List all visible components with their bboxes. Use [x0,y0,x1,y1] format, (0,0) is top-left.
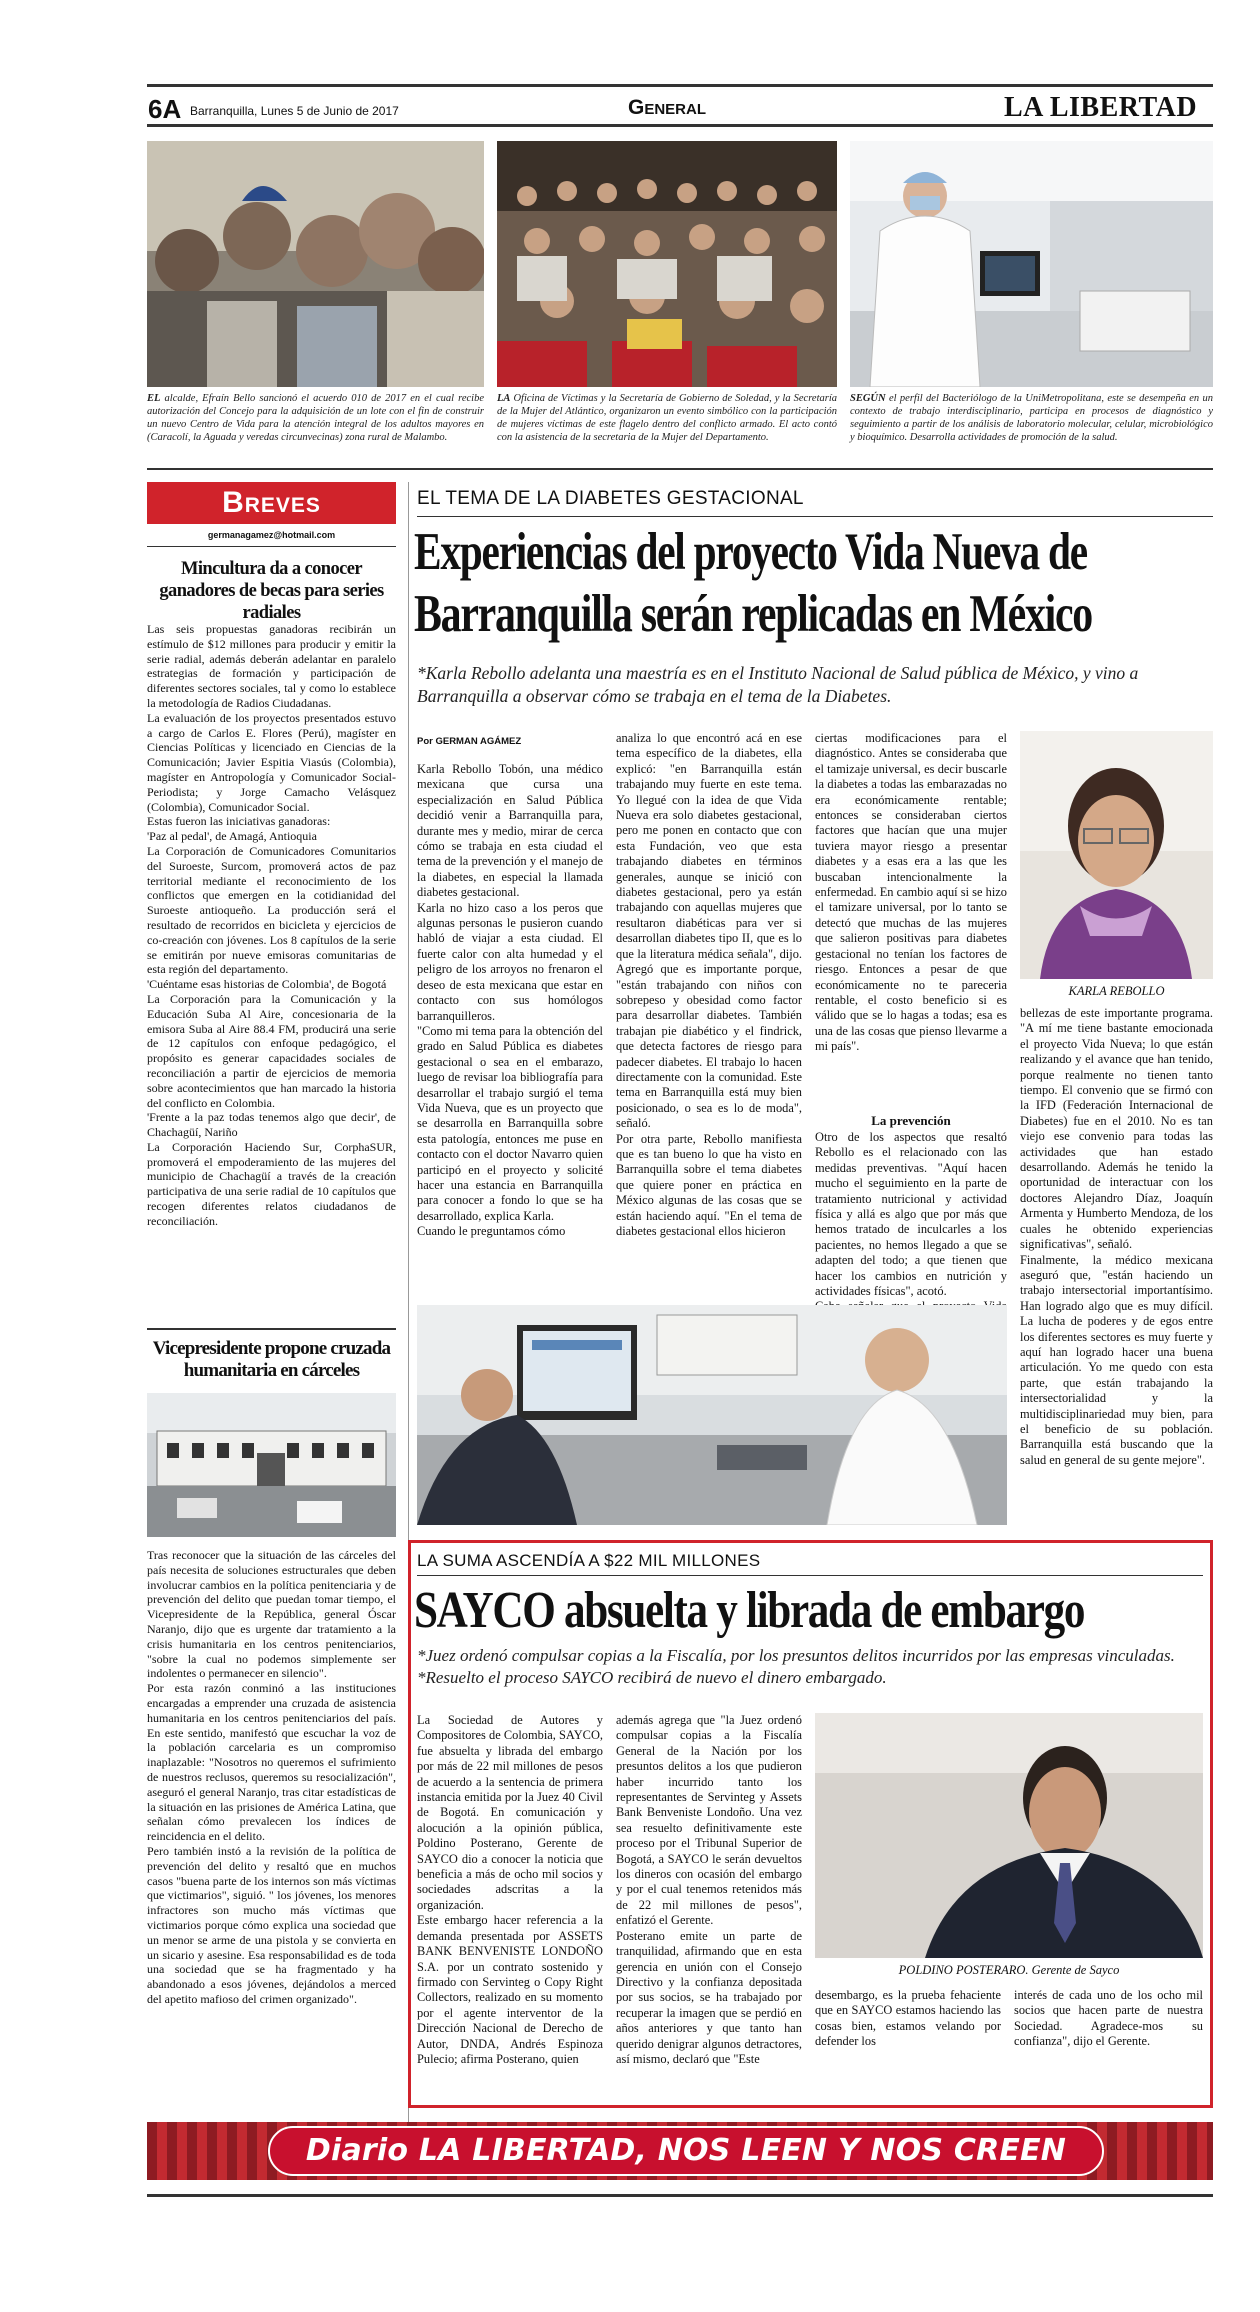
photo-poldino-posteraro [815,1713,1203,1958]
footer-banner-text: Diario LA LIBERTAD, NOS LEEN Y NOS CREEN [305,2133,1067,2168]
breves-banner [147,482,396,524]
breves-divider [147,1328,396,1330]
article2-col3: desembargo, es la prueba fehaciente que en SAYCO estamos haciendo las cosas bien, estamos velando por defender los [815,1988,1001,2049]
masthead: LA LIBERTAD [1004,92,1198,123]
photo-elderly-people [147,141,484,387]
article1-headline-line1: Experiencias del proyecto Vida Nueva de [414,523,1087,581]
issue-date: Barranquilla, Lunes 5 de Junio de 2017 [190,104,399,118]
breves-item2-body: Tras reconocer que la situación de las cárceles del país necesita de soluciones estructurales que deben involucrar cambios en la política penitenciaria y de prevención del delito que puedan tomar tiempo, el Vicepresidente de la República, general Óscar Naranjo, dijo que es urgente dar tratamiento a la crisis humanitaria en los centros penitenciarios, "sobre la cual no podemos simplemente ser indolentes o permanecer en silencio". Por esta razón conminó a las instituciones encargadas a emprender una cruzada de asistencia humanitaria en los centros penitenciarios del país. En este sentido, manifestó que escuchar la voz de la población carcelaria es un compromiso inaplazable: "Nosotros no queremos el sufrimiento de nuestros reclusos, queremos su resocialización", aseguró el general Naranjo, tras citar estadísticas de la situación en las prisiones de América Latina, que señalan cómo prevalecen los índices de reincidencia en el delito. Pero también instó a la revisión de la política de prevención del delito y resaltó que en muchos casos "buena parte de los internos son más víctimas que victimarios", siguió. " los jóvenes, los menores infractores son mucho más víctimas que victimarios porque cómo explica una sociedad que un menor se arme de una pistola y se convierta en un sicario y asesine. Esa responsabilidad es de toda una sociedad que se ha fragmentado y ha abandonado a esos jóvenes, dejándolos a merced del apetito mafioso del crimen organizado". [147,1548,396,2006]
breves-email-rule [147,546,396,547]
article1-kicker: EL TEMA DE LA DIABETES GESTACIONAL [417,488,804,509]
article1-byline: Por GERMAN AGÁMEZ [417,736,522,747]
karla-portrait-caption: KARLA REBOLLO [1068,984,1165,998]
section-name: General [628,96,707,119]
article2-headline: SAYCO absuelta y librada de embargo [414,1582,1085,1639]
article1-headline-line2: Barranquilla serán replicadas en México [414,585,1092,643]
breves-item1-body: Las seis propuestas ganadoras recibirán un estímulo de $12 millones para producir y emitir la serie radial, además deberán adelantar en paralelo estrategias de formación y participación de diferentes sectores sociales, tal y como lo establece la metodología de Radios Ciudadanas. La evaluación de los proyectos presentados estuvo a cargo de Carlos E. Flores (Perú), magíster en Ciencias Políticas y licenciado en Ciencias de la Comunicación; Javier Espitia Viasús (Colombia), magíster en Antropología y Comunicador Social-Periodista; y Jorge Camacho Velásquez (Colombia), Comunicador Social. Estas fueron las iniciativas ganadoras: 'Paz al pedal', de Amagá, Antioquia La Corporación de Comunicadores Comunitarios del Suroeste, Surcom, promoverá actos de paz territorial mediante el reconocimiento de los conflictos que emergen en la cotidianidad del Suroeste antioqueño. La producción será el resultado de recorridos en bicicleta y ejercicios de co-creación con jóvenes. Los 8 capítulos de la serie se emitirán por nueve emisoras comunitarias de esta región del departamento. 'Cuéntame esas historias de Colombia', de Bogotá La Corporación para la Comunicación y la Educación Suba Al Aire, concesionaria de la emisora Suba al Aire 88.4 FM, producirá una serie de 12 capítulos con enfoque pedagógico, el propósito es generar capacidades sociales de reconciliación a partir de ejercicios de memoria sobre acontecimientos que han marcado la historia del conflicto en Colombia. 'Frente a la paz todas tenemos algo que decir', de Chachagüí, Nariño La Corporación Haciendo Sur, CorphaSUR, promoverá el empoderamiento de las mujeres del municipio de Chachagüí a través de la creación participativa de una serie radial de 10 capítulos que recogen diferentes relatos ciudadanos de reconciliación. [147,622,396,1228]
article1-col3b: Otro de los aspectos que resaltó Rebollo es el relacionado con las medidas preventivas. "Aquí hacen mucho el seguimiento en la parte de tratamiento nutricional y actividad física y allá es algo que por más que hemos tratado de inculcarles a los pacientes, no hemos llegado a que se adapten del todo; a que tienen que hacer los cambios en nutrición y actividades físicas", acotó. [815,1130,1007,1299]
article1-col3a: ciertas modificaciones para el diagnóstico. Antes se consideraba que el tamizaje universal, es decir buscarle la diabetes a todas las embarazadas no era económicamente rentable; entonces se consideraban ciertos factores que hacían que una mujer tuviera mayor riesgo a presentar diabetes y a esas era a las que les buscaban intencionalmente la enfermedad. En cambio aquí si se hizo el tamizare universal, por lo tanto se detectó que muchas de las mujeres que salieron positivas para diabetes gestacional no tenían los factores de riesgo. Entonces a pesar de que económicamente no te pareceria rentable, el costo beneficio si es válido que se lo hagas a todas; esa es una de las cosas que pienso llevarme a mi país". [815,731,1007,1054]
footer-bottom-rule [147,2194,1213,2197]
article1-subhead: La prevención [871,1113,951,1128]
article1-col1: Karla Rebollo Tobón, una médico mexicana que cursa una especialización en Salud Pública decidió venir a Barranquilla para, durante mes y medio, mirar de cerca cómo se trabaja en esta ciudad el tema de la prevención y el manejo de la diabetes, en especial la llamada diabetes gestacional. Karla no hizo caso a los peros que algunas personas le pusieron cuando habló de viajar a esta ciudad. El fuerte calor con alta humedad y el peligro de los arroyos no frenaron el deseo de esta mexicana que estar en contacto con sus homólogos barranquilleros. "Como mi tema para la obtención del grado en Salud Pública es diabetes gestacional o sea en el embarazo, luego de revisar loa bibliografía para desarrollar el trabajo surgió el tema Vida Nueva, que es un proyecto que se desarrolla en Barranquilla sobre esta patología, entonces me puse en contacto con el doctor Navarro quien participó en el proyecto y solicité hacer una estancia en Barranquilla para conocer a fondo lo que se ha desarrollado, explica Karla. Cuando le preguntamos cómo [417,762,603,1239]
breves-item2-title: Vicepresidente propone cruzada humanitaria en cárceles [152,1338,391,1381]
page-number: 6A [148,94,182,124]
photo-prison-building [147,1393,396,1537]
poldino-portrait-caption: POLDINO POSTERARO. Gerente de Sayco [898,1963,1120,1977]
article2-deck: *Juez ordenó compulsar copias a la Fiscalía, por los presuntos delitos incurridos por las empresas vinculadas. *Resuelto el proceso SAYCO recibirá de nuevo el dinero embargado. [417,1646,1175,1687]
photo-lab-bacteriologist [850,141,1213,387]
article2-kicker: LA SUMA ASCENDÍA A $22 MIL MILLONES [417,1551,761,1570]
breves-email[interactable]: germanagamez@hotmail.com [207,530,336,540]
header-bottom-rule [147,124,1213,127]
article1-col2: analiza lo que encontró acá en ese tema específico de la diabetes, ella explicó: "en Barranquilla están trabajando muy fuerte en este tema. Yo llegué con la idea de que Vida Nueva era solo diabetes gestacional, pero me ponen en contacto que con esta Fundación, veo que esta trabajando diabetes en términos generales, aunque se inició con diabetes gestacional, pero ya están trabajando con aquellas mujeres que resultaron diabéticas para ver si desarrollan diabetes tipo II, que es lo que la literatura médica señala", dijo. Agregó que es importante porque, "están trabajando con niños con sobrepeso y obesidad como factor para desarrollar diabetes. También trabajan pie diabético y el findrick, que detecta factores de riesgo para padecer diabetes. El trabajo lo hacen directamente con la comunidad. Este tema en Barranquilla está muy bien posicionado, o sea es lo de moda", señaló. Por otra parte, Rebollo manifiesta que es tan bueno lo que ha visto en Barranquilla sobre el tema diabetes que quiere poner en práctica en México algunas de las cosas que se están haciendo aquí. "En el tema de diabetes gestacional ellos hicieron [616,731,802,1238]
article1-kicker-rule [417,516,1213,517]
photos-bottom-rule [147,468,1213,470]
article1-deck: *Karla Rebollo adelanta una maestría es en el Instituto Nacional de Salud pública de México, y vino a Barranquilla a observar cómo se trabaja en el tema de la Diabetes. [417,663,1139,706]
caption-photo-3: SEGÚN el perfil del Bacteriólogo de la UniMetropolitana, este se desempeña en un contexto de trabajo interdisciplinario, participa en procesos de diagnóstico y seguimiento a partir de los análisis de laboratorio molecular, celular, microbiológico y bioquímico. Desarrolla actividades de promoción de la salud. [850,393,1213,443]
article1-col4: bellezas de este importante programa. "A mí me tiene bastante emocionada el proyecto Vida Nueva; lo que están realizando y el avance que han tenido, porque realmente no tienen tanto tiempo. El convenio que se firmó con la IFD (Federación Internacional de Diabetes) fue en el 2010. No es tan viejo ese convenio para todas las actividades que han estado desarrollando. Además he tenido la oportunidad de interactuar con los doctores Alejandro Díaz, Joaquín Armenta y Humberto Mendoza, de los cuales he obtenido experiencias significativas", señaló. Finalmente, la médico mexicana aseguró que, "están haciendo un trabajo intersectorial importantísimo. Han logrado algo que es muy difícil. La lucha de poderes y de egos entre los diferentes sectores es muy fuerte y aquí han logrado hacer una buena articulación. Yo me quedo con esta parte, que están trabajando la intersectorialidad y la multidisciplinariedad muy bien, para el beneficio de su población. Barranquilla está buscando que la salud en general de su gente mejore". [1020,1006,1213,1467]
photo-medical-consultation [417,1305,1007,1525]
header-top-rule [147,84,1213,87]
article2-col4: interés de cada uno de los ocho mil socios que hacen parte de nuestra Sociedad. Agradece-mos su confianza", dijo el Gerente. [1014,1988,1203,2049]
footer-banner [268,2126,1104,2176]
article2-col1: La Sociedad de Autores y Compositores de Colombia, SAYCO, fue absuelta y librada del embargo por más de 22 mil millones de pesos de acuerdo a la sentencia de primera instancia emitida por la Juez 40 Civil de Bogotá. En comunicación y alocución a la opinión pública, Poldino Posterano, Gerente de SAYCO dio a conocer la noticia que beneficia a más de ocho mil socios y sociedades adscritas a la organización. Este embargo hacer referencia a la demanda presentada por ASSETS BANK BENVENISTE LONDOÑO S.A. por un contrato sostenido y firmado con Servinteg o Copy Right Collectors, realizado en su momento por el agente interventor de la Dirección Nacional de Derecho de Autor, DNDA, Andrés Espinoza Pulecio; afirma Posterano, quien [417,1713,603,2066]
article2-col2: además agrega que "la Juez ordenó compulsar copias a la Fiscalía General de la Nación por los presuntos delitos a los que pudieron haber incurrido tanto los representantes de Servinteg y Assets Bank Benveniste Londoño. Una vez sea resuelto definitivamente este proceso por el Tribunal Superior de Bogotá, a SAYCO le serán devueltos los dineros con ocasión del embargo y por el cual tenemos retenidos más de 22 mil millones de pesos", enfatizó el Gerente. Posterano emite un parte de tranquilidad, afirmando que en esta gerencia en unión con el Consejo Directivo y la confianza depositada por sus socios, se ha trabajado por recuperar la imagen que se perdió en años anteriores y que tanto han querido denigrar algunos detractores, así mismo, declaró que "Este [616,1713,802,2066]
photo-women-event [497,141,837,387]
article2-kicker-rule [417,1575,1203,1576]
photo-karla-rebollo [1020,731,1213,979]
breves-item1-title: Mincultura da a conocer ganadores de becas para series radiales [159,559,384,623]
caption-photo-1: EL alcalde, Efraín Bello sancionó el acuerdo 010 de 2017 en el cual recibe autorización del Concejo para la adquisición de un lote con el fin de construir un nuevo Centro de Vida para la atención integral de los adultos mayores en (Caracolí, la Aguada y veredas circunvecinas) zona rural de Malambo. [147,393,484,443]
breves-title: Breves [222,486,321,519]
caption-photo-2: LA Oficina de Víctimas y la Secretaría de Gobierno de Soledad, y la Secretaría de la Mujer del Atlántico, organizaron un evento simbólico con la participación de mujeres víctimas de este flagelo dentro del conflicto armado. El acto contó con la asistencia de la secretaria de la Mujer del Departamento. [497,393,837,443]
